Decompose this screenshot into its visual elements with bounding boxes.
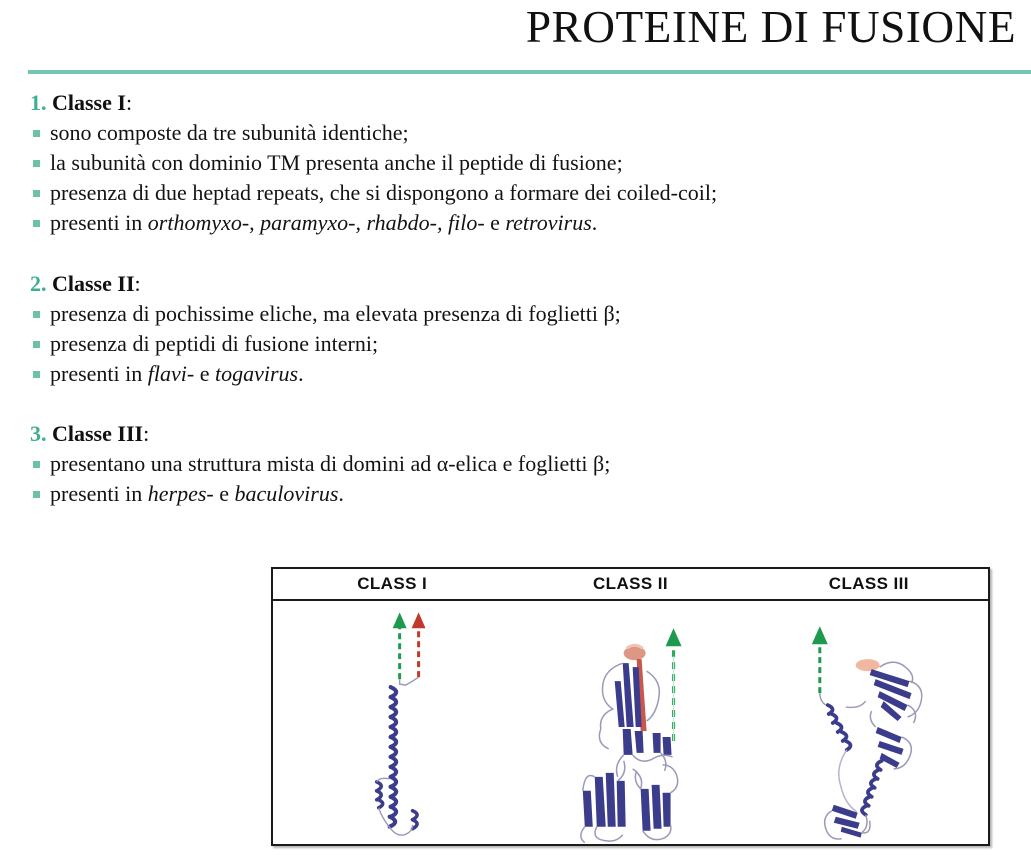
list-item xyxy=(0,148,1031,178)
class-colon-3: : xyxy=(143,421,150,446)
class-iii-protein-structure-icon xyxy=(750,601,988,846)
side-helix-right xyxy=(413,811,417,829)
fusion-loop-highlight xyxy=(855,659,879,671)
list-item-text-middle: e xyxy=(484,210,506,235)
list-item xyxy=(0,479,1031,509)
class-name-1: Classe I xyxy=(52,90,126,115)
green-arrow-icon xyxy=(393,612,407,679)
figure-body-row xyxy=(273,601,988,846)
green-arrow-icon xyxy=(811,626,827,693)
alpha-helix xyxy=(390,687,396,827)
class-number-1: 1. xyxy=(30,90,47,115)
figure-cell-class-iii xyxy=(750,601,988,846)
list-item xyxy=(0,329,1031,359)
list-item-text: presentano una struttura mista di domini ad α-elica e foglietti β; xyxy=(50,451,611,476)
list-item-text-suffix: . xyxy=(338,481,344,506)
class-block-3 xyxy=(0,419,1031,509)
bullet-square-icon xyxy=(33,461,40,468)
beta-sheet-upper xyxy=(615,663,642,727)
list-item-text-italic-2: retrovirus xyxy=(505,210,592,235)
beta-sheet-upper-right xyxy=(869,669,911,721)
class-i-protein-structure-icon xyxy=(273,601,511,846)
section-spacer xyxy=(0,389,1031,419)
class-heading-1 xyxy=(0,88,1031,118)
figure-cell-class-i xyxy=(273,601,511,846)
figure-cell-class-ii xyxy=(511,601,749,846)
bullet-square-icon xyxy=(33,160,40,167)
list-item-text-prefix: presenti in xyxy=(50,210,148,235)
class-number-3: 3. xyxy=(30,421,47,446)
list-item-text-italic: herpes- xyxy=(147,481,214,506)
long-extended-loop xyxy=(838,750,856,812)
figure-column-header-class-i: CLASS I xyxy=(357,574,428,593)
list-item-text-suffix: . xyxy=(298,361,304,386)
list-item-text-middle: e xyxy=(213,481,235,506)
title-divider xyxy=(28,70,1031,74)
alpha-helix-central xyxy=(862,761,882,815)
list-item-text-prefix: presenti in xyxy=(50,361,148,386)
beta-sheet-lower-left xyxy=(583,773,626,827)
class-block-2 xyxy=(0,269,1031,389)
page-title: PROTEINE DI FUSIONE xyxy=(525,1,1016,52)
bullet-square-icon xyxy=(33,491,40,498)
section-spacer xyxy=(0,238,1031,269)
list-item-text: presenza di peptidi di fusione interni; xyxy=(50,331,379,356)
bullet-square-icon xyxy=(33,341,40,348)
class-heading-3 xyxy=(0,419,1031,449)
list-item-text: sono composte da tre subunità identiche; xyxy=(50,120,409,145)
class-heading-2 xyxy=(0,269,1031,299)
list-item xyxy=(0,359,1031,389)
list-item-text-prefix: presenti in xyxy=(50,481,148,506)
class-colon-2: : xyxy=(134,271,141,296)
list-item-text-italic: orthomyxo-, paramyxo-, rhabdo-, filo- xyxy=(147,210,485,235)
list-item xyxy=(0,208,1031,238)
class-name-2: Classe II xyxy=(52,271,135,296)
beta-sheet-bottom xyxy=(831,805,861,838)
bullet-square-icon xyxy=(33,190,40,197)
list-item xyxy=(0,449,1031,479)
class-name-3: Classe III xyxy=(52,421,144,446)
figure-column-header-class-ii: CLASS II xyxy=(592,574,668,593)
bullet-square-icon xyxy=(33,371,40,378)
class-number-2: 2. xyxy=(30,271,47,296)
list-item-text-italic-2: togavirus xyxy=(214,361,299,386)
red-arrow-icon xyxy=(412,612,426,677)
beta-sheet-lower-right xyxy=(641,785,671,831)
bullet-square-icon xyxy=(33,130,40,137)
list-item xyxy=(0,299,1031,329)
side-helix-left xyxy=(377,782,383,808)
list-item-text-italic-2: baculovirus xyxy=(234,481,339,506)
list-item-text-suffix: . xyxy=(591,210,598,235)
figure-header-row xyxy=(273,569,988,601)
list-item xyxy=(0,178,1031,208)
list-item-text: la subunità con dominio TM presenta anche il peptide di fusione; xyxy=(50,150,623,175)
list-item-text: presenza di pochissime eliche, ma elevata presenza di foglietti β; xyxy=(50,301,621,326)
bullet-square-icon xyxy=(33,311,40,318)
figure-column-header-class-iii: CLASS III xyxy=(828,574,909,593)
fusion-protein-figure xyxy=(271,567,990,846)
list-item-text: presenza di due heptad repeats, che si dispongono a formare dei coiled-coil; xyxy=(50,180,718,205)
beta-sheet-middle xyxy=(623,729,672,755)
slide-body xyxy=(0,88,1031,509)
list-item xyxy=(0,118,1031,148)
class-ii-protein-structure-icon xyxy=(511,601,749,846)
list-item-text-middle: e xyxy=(194,361,215,386)
class-block-1 xyxy=(0,88,1031,238)
alpha-helix-upper-left xyxy=(827,705,850,750)
class-colon-1: : xyxy=(125,90,133,115)
list-item-text-italic: flavi- xyxy=(147,361,195,386)
bullet-square-icon xyxy=(33,220,40,227)
green-arrow-icon xyxy=(666,628,682,741)
